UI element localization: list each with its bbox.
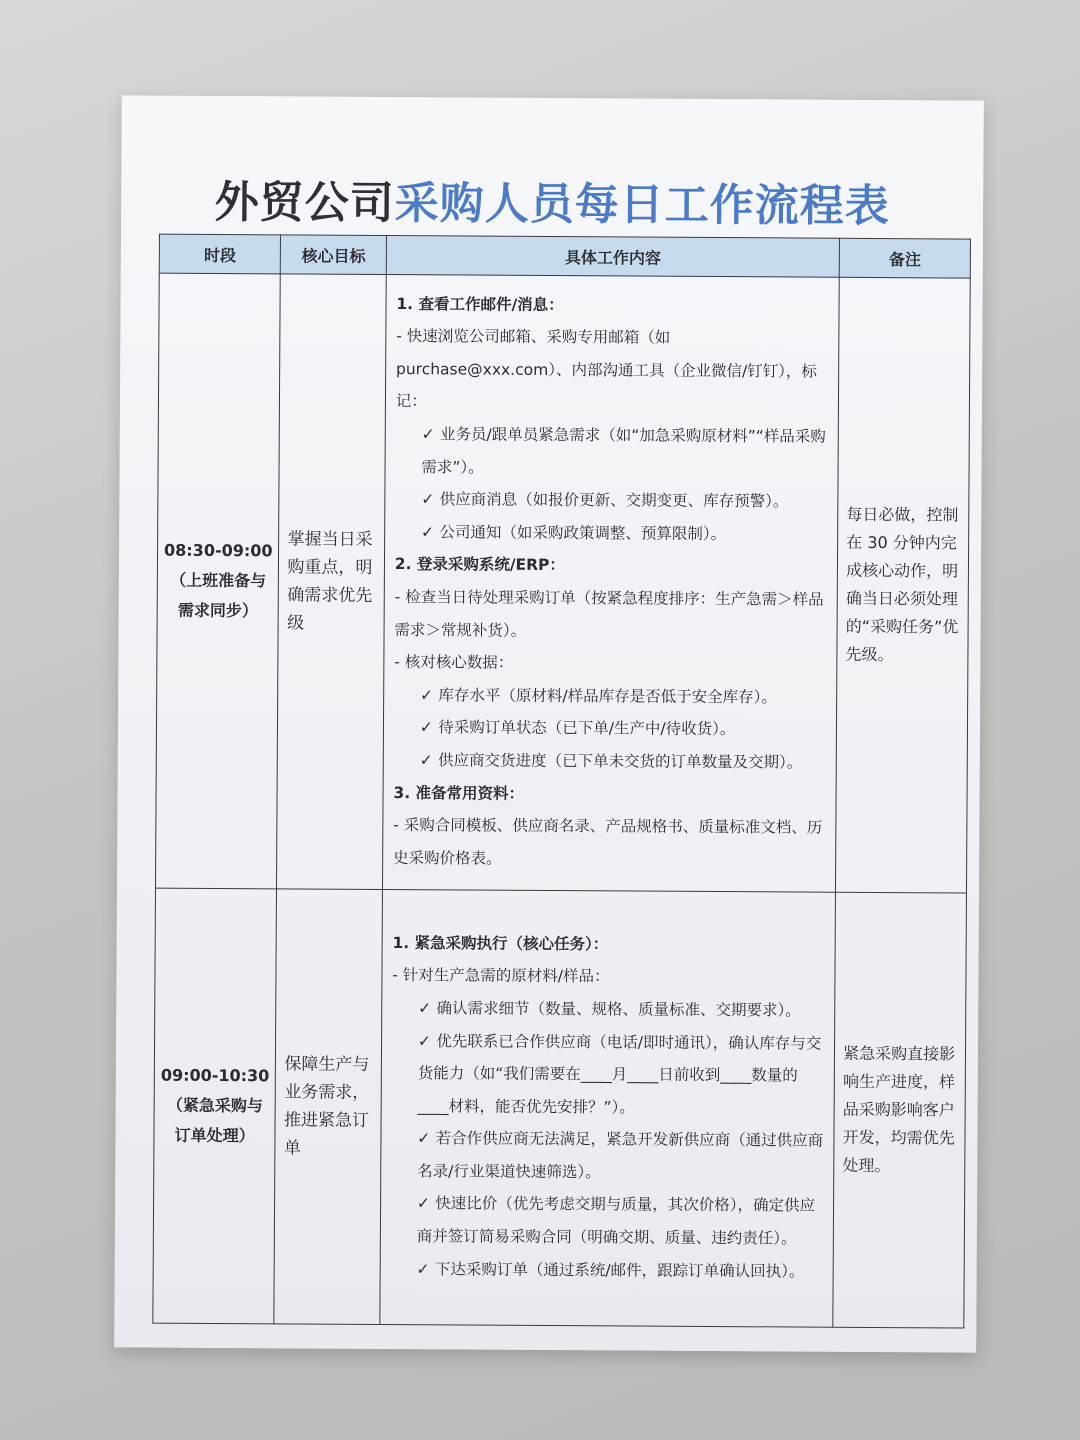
content-line: 1. 查看工作邮件/消息： (396, 294, 564, 314)
content-check-line: ✓ 供应商交货进度（已下单未交货的订单数量及交期）。 (394, 744, 828, 779)
note-cell: 紧急采购直接影响生产进度，样品采购影响客户开发，均需优先处理。 (833, 892, 966, 1328)
content-check-line: ✓ 若合作供应商无法满足，紧急开发新供应商（通过供应商名录/行业渠道快速筛选）。 (391, 1122, 826, 1190)
table-row (153, 888, 967, 1328)
time-label: （上班准备与需求同步） (170, 570, 267, 621)
goal-cell: 掌握当日采购重点，明确需求优先级 (277, 274, 386, 890)
content-check-line: ✓ 业务员/跟单员紧急需求（如“加急采购原材料”“样品采购需求”）。 (395, 418, 830, 486)
header-time: 时段 (159, 234, 281, 274)
content-check-line: ✓ 库存水平（原材料/样品库存是否低于安全库存）。 (394, 679, 828, 714)
content-check-line: ✓ 快速比价（优先考虑交期与质量，其次价格），确定供应商并签订简易采购合同（明确交期、质量、违约责任）。 (391, 1188, 826, 1256)
content-line: - 快速浏览公司邮箱、采购专用邮箱（如 purchase@xxx.com）、内部沟通工具（企业微信/钉钉），标记： (395, 327, 818, 411)
goal-cell: 保障生产与业务需求，推进紧急订单 (274, 889, 382, 1325)
time-range: 08:30-09:00 (163, 540, 273, 561)
content-line: 3. 准备常用资料： (393, 783, 525, 803)
header-content: 具体工作内容 (386, 235, 840, 277)
title-part-2: 采购人员每日工作流程表 (394, 178, 890, 233)
content-line: - 检查当日待处理采购订单（按紧急程度排序：生产急需＞样品需求＞常规补货）。 (394, 588, 824, 640)
table-row (155, 273, 970, 893)
content-line: - 核对核心数据： (394, 653, 514, 672)
content-check-line: ✓ 供应商消息（如报价更新、交期变更、库存预警）。 (395, 483, 829, 518)
header-note: 备注 (839, 238, 970, 278)
document-title (121, 165, 983, 234)
content-check-line: ✓ 待采购订单状态（已下单/生产中/待收货）。 (394, 711, 828, 746)
content-check-line: ✓ 下达采购订单（通过系统/邮件，跟踪订单确认回执）。 (390, 1253, 824, 1288)
content-line: 2. 登录采购系统/ERP： (394, 555, 566, 575)
title-part-1: 外贸公司 (214, 176, 395, 230)
content-cell (380, 889, 836, 1327)
content-check-line: ✓ 确认需求细节（数量、规格、质量标准、交期要求）。 (392, 992, 826, 1027)
table-header-row (159, 234, 970, 278)
content-line: - 采购合同模板、供应商名录、产品规格书、质量标准文档、历史采购价格表。 (392, 816, 823, 868)
time-range: 09:00-10:30 (160, 1065, 270, 1086)
content-check-line: ✓ 公司通知（如采购政策调整、预算限制）。 (395, 516, 829, 551)
content-line: 1. 紧急采购执行（核心任务）： (392, 933, 609, 954)
time-cell (155, 273, 280, 889)
note-cell: 每日必做，控制在 30 分钟内完成核心动作，明确当日必须处理的“采购任务”优先级。 (836, 277, 971, 893)
header-goal: 核心目标 (281, 235, 387, 275)
workflow-table (152, 234, 971, 1329)
paper-sheet (114, 95, 984, 1352)
content-line: - 针对生产急需的原材料/样品： (392, 966, 610, 986)
content-cell (382, 274, 839, 892)
time-cell (153, 888, 277, 1324)
time-label: （紧急采购与订单处理） (166, 1095, 263, 1146)
content-check-line: ✓ 优先联系已合作供应商（电话/即时通讯），确认库存与交货能力（如“我们需要在____月____日前收到____数量的____材料，能否优先安排？”）。 (391, 1025, 826, 1125)
